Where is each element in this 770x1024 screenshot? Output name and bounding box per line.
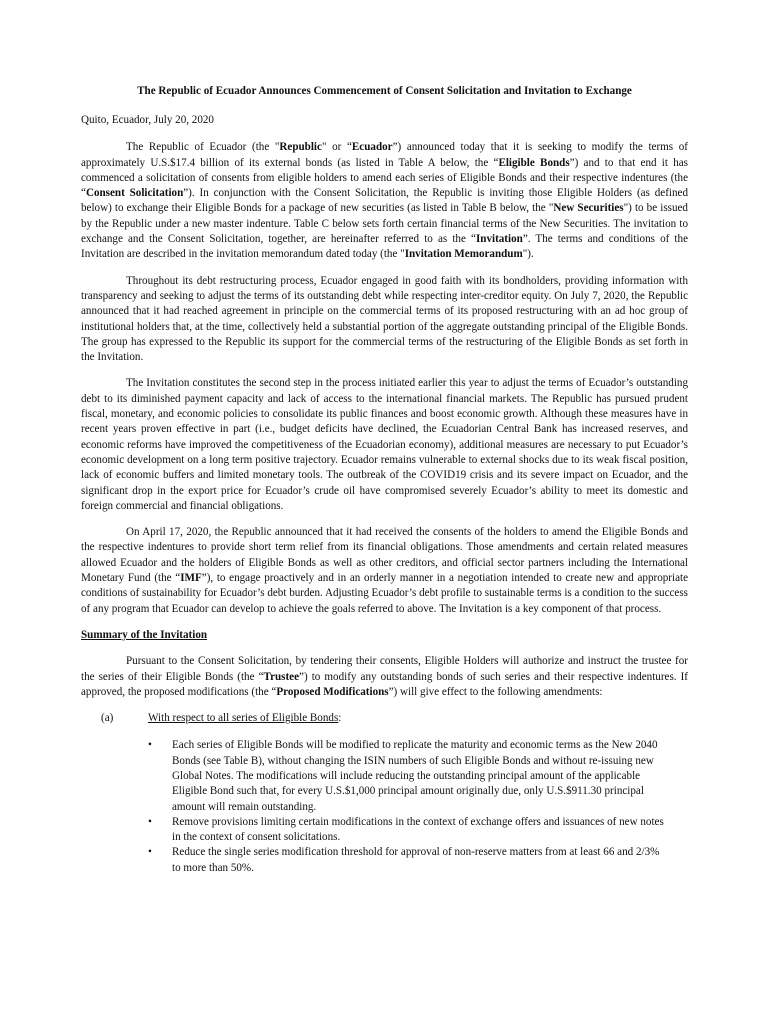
text-run: "). [522,248,534,261]
bullet-icon: • [148,739,152,752]
defined-term: Republic [279,141,322,154]
defined-term: IMF [180,572,202,585]
paragraph-consent-solicitation [81,654,688,700]
amendments-list [81,738,688,876]
subsection-colon: : [338,712,342,725]
list-item-text: Each series of Eligible Bonds will be modified to replicate the maturity and economic terms as the New 2040 Bonds (see Table B), without changing the ISIN numbers of such Eligible Bonds and without re-issuing new Global Notes. The modifications will include reducing the outstanding principal amount of the applicable Eligible Bond such that, for every U.S.$1,000 principal amount originally due, only U.S.$911.30 principal amount will remain outstanding. [172,739,658,813]
list-item [81,815,688,846]
defined-term: Proposed Modifications [276,685,389,698]
defined-term: Invitation [475,233,523,246]
defined-term: Trustee [263,670,300,683]
document-title: The Republic of Ecuador Announces Commencement of Consent Solicitation and Invitation to Exchange [137,85,632,97]
paragraph-invitation-context: The Invitation constitutes the second step in the process initiated earlier this year to adjust the terms of Ecuador’s outstanding debt to its diminished payment capacity and lack of access to the international financial markets. The Republic has pursued prudent fiscal, monetary, and economic policies to consolidate its public finances and boost economic growth. Although these measures have in recent years proven effective in part (i.e., budget deficits have declined, the Ecuadorian Central Bank has increased reserves, and economic reforms have improved the competitiveness of the Ecuadorian economy), additional measures are necessary to put Ecuador’s economic development on a long term positive trajectory. Ecuador remains vulnerable to external shocks due to its weak fiscal position, lack of economic buffers and limited monetary tools. The outbreak of the COVID19 crisis and its severe impact on Ecuador, and the significant drop in the export price for Ecuador’s crude oil have compromised severely Ecuador’s ability to meet its domestic and foreign commercial and financial obligations. [81,377,688,512]
section-heading: Summary of the Invitation [81,628,208,641]
text-run: ”) to modify any outstanding bonds of such series and their respective indentures. If approved, the proposed modifications (the “ [81,670,688,698]
subsection-heading [101,711,688,726]
dateline: Quito, Ecuador, July 20, 2020 [81,114,214,126]
text-run: ”. The terms and conditions of the Invitation are described in the invitation memorandum dated today (the " [81,233,688,261]
text-run: ”). In conjunction with the Consent Solicitation, the Republic is inviting those Eligible Holders (as defined below) to exchange their Eligible Bonds for a package of new securities (as listed in Table B below, the " [81,187,688,215]
list-item [81,845,688,876]
text-run: ") to be issued by the Republic under a new master indenture. Table C below sets forth certain financial terms of the New Securities. The invitation to exchange and the Consent Solicitation, together, are hereinafter referred to as the “ [81,202,688,246]
document-body [81,84,688,876]
text-run: ”) announced today that it is seeking to modify the terms of approximately U.S.$17.4 billion of its external bonds (as listed in Table A below, the “ [81,141,688,169]
defined-term: Ecuador [351,141,393,154]
text-run: ”) and to that end it has commenced a solicitation of consents from eligible holders to amend each series of Eligible Bonds and their respective indentures (the “ [81,156,688,200]
list-item [81,738,688,814]
bullet-icon: • [148,815,152,828]
text-run: The Republic of Ecuador (the " [126,141,280,154]
defined-term: Consent Solicitation [85,187,184,200]
paragraph-restructuring-process: Throughout its debt restructuring process, Ecuador engaged in good faith with its bondholders, providing information with transparency and seeking to adjust the terms of its outstanding debt while respecting inter-creditor equity. On July 7, 2020, the Republic announced that it had reached agreement in principle on the commercial terms of its proposed restructuring with an ad hoc group of institutional holders that, at the time, collectively held a substantial portion of the aggregate outstanding principal of the Eligible Bonds. The group has expressed to the Republic its support for the commercial terms of the restructuring of the Eligible Bonds as set forth in the Invitation. [81,274,688,364]
list-item-text: Reduce the single series modification threshold for approval of non-reserve matters from at least 66 and 2/3% to more than 50%. [172,846,660,874]
text-run: " or “ [321,141,352,154]
paragraph-announcement [81,140,688,262]
bullet-icon: • [148,846,152,859]
subsection-label: (a) [101,712,114,725]
defined-term: Invitation Memorandum [404,248,523,261]
text-run: ”), to engage proactively and in an orderly manner in a negotiation intended to create new and appropriate conditions of sustainability for Ecuador’s debt burden. Adjusting Ecuador’s debt profile to sustainable terms is a condition to the success of any program that Ecuador can develop to achieve the goals referred to above. The Invitation is a key component of that process. [81,572,688,615]
text-run: Pursuant to the Consent Solicitation, by tendering their consents, Eligible Holders will authorize and instruct the trustee for the series of their Eligible Bonds (the “ [81,655,688,683]
paragraph-april-consents [81,525,688,617]
defined-term: Eligible Bonds [498,156,570,169]
subsection-text: With respect to all series of Eligible Bonds [148,712,339,725]
defined-term: New Securities [553,202,624,215]
text-run: On April 17, 2020, the Republic announced that it had received the consents of the holders to amend the Eligible Bonds and the respective indentures to provide short term relief from its financial obligations. Those amendments and certain related measures allowed Ecuador and the holders of Eligible Bonds as well as other creditors, and official sector partners including the International Monetary Fund (the “ [81,526,688,585]
text-run: ”) will give effect to the following amendments: [388,685,603,698]
list-item-text: Remove provisions limiting certain modifications in the context of exchange offers and issuances of new notes in the context of consent solicitations. [172,815,664,844]
